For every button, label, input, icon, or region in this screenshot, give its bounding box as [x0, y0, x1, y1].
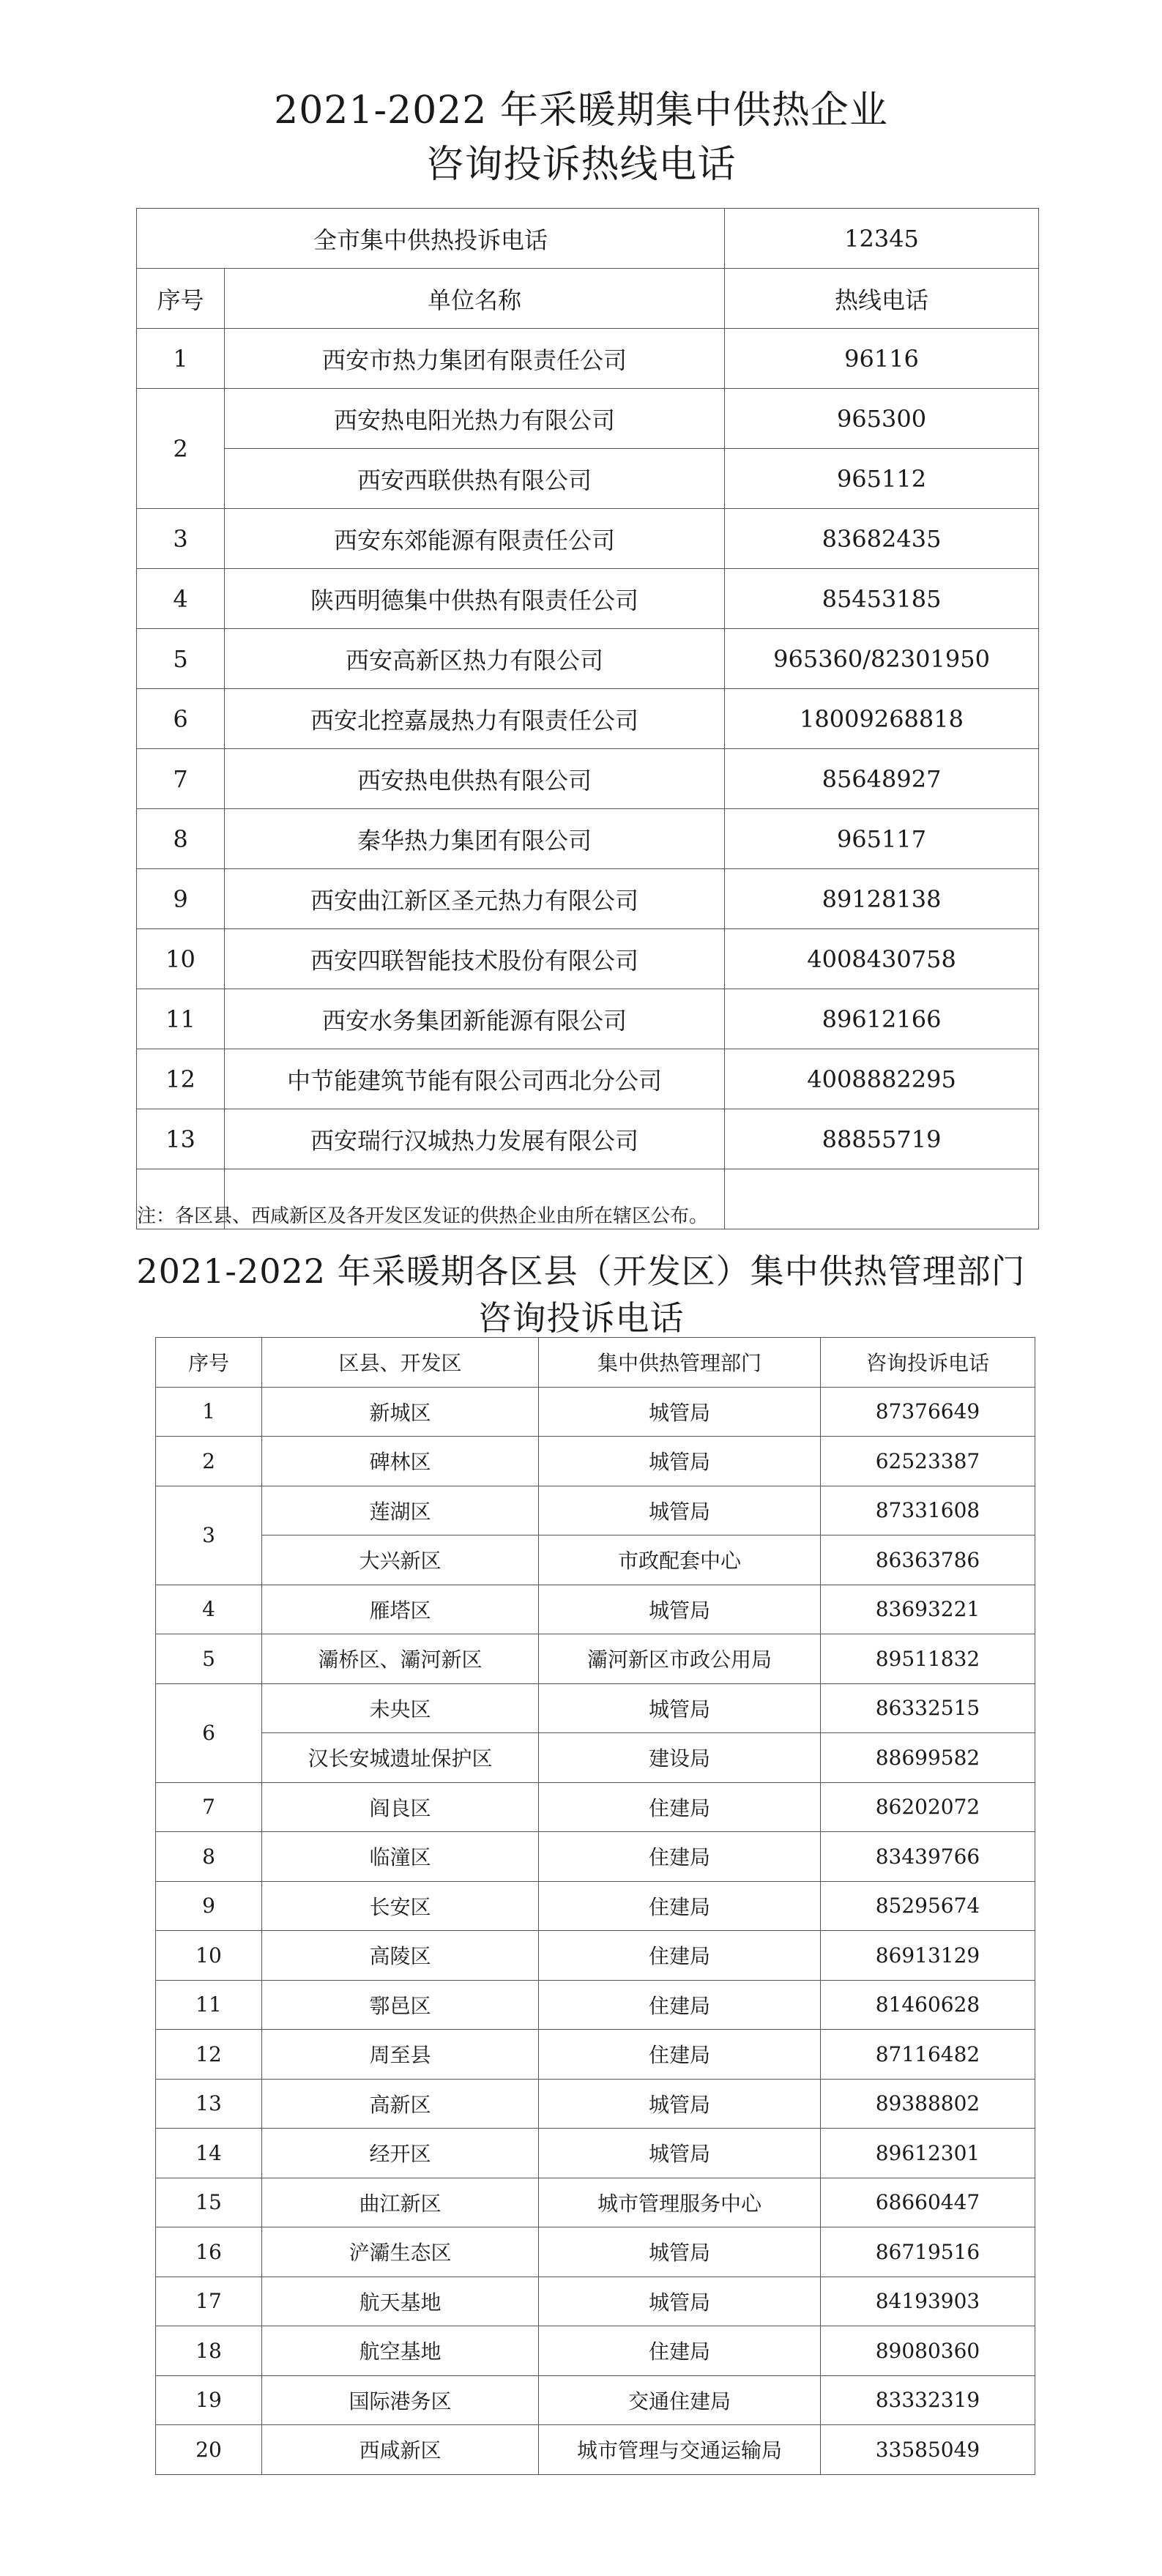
row-phone: 87376649 — [821, 1387, 1035, 1437]
row-dept: 城管局 — [539, 2079, 821, 2129]
row-index: 16 — [156, 2227, 262, 2277]
row-index: 6 — [137, 689, 225, 749]
row-district: 阎良区 — [262, 1782, 539, 1832]
row-dept: 城管局 — [539, 2277, 821, 2326]
row-district: 高新区 — [262, 2079, 539, 2129]
row-dept: 城市管理服务中心 — [539, 2178, 821, 2227]
table-row — [156, 2326, 1035, 2376]
row-phone: 965360/82301950 — [725, 629, 1039, 689]
row-district: 汉长安城遗址保护区 — [262, 1733, 539, 1783]
table-row — [137, 629, 1039, 689]
row-district: 曲江新区 — [262, 2178, 539, 2227]
district-dept-title-line1: 2021-2022 年采暖期各区县（开发区）集中供热管理部门 — [136, 1251, 1026, 1291]
row-index: 12 — [156, 2030, 262, 2080]
row-index: 9 — [137, 869, 225, 929]
table-row — [156, 1585, 1035, 1634]
row-index: 7 — [137, 749, 225, 809]
row-dept: 城管局 — [539, 1585, 821, 1634]
row-phone: 89612166 — [725, 989, 1039, 1049]
row-name: 西安四联智能技术股份有限公司 — [225, 929, 725, 989]
row-district: 经开区 — [262, 2129, 539, 2178]
row-district: 雁塔区 — [262, 1585, 539, 1634]
row-phone: 18009268818 — [725, 689, 1039, 749]
citywide-phone: 12345 — [725, 209, 1039, 269]
row-name: 陕西明德集中供热有限责任公司 — [225, 569, 725, 629]
row-name: 西安热电阳光热力有限公司 — [225, 389, 725, 449]
row-phone: 62523387 — [821, 1437, 1035, 1486]
table-row — [137, 989, 1039, 1049]
table-row — [156, 1733, 1035, 1783]
row-dept: 住建局 — [539, 1782, 821, 1832]
row-phone: 83332319 — [821, 2375, 1035, 2425]
row-district: 周至县 — [262, 2030, 539, 2080]
row-index: 5 — [137, 629, 225, 689]
table-row — [137, 569, 1039, 629]
table-row — [137, 689, 1039, 749]
row-dept: 城管局 — [539, 1437, 821, 1486]
table-row — [156, 2129, 1035, 2178]
heating-enterprise-hotline-table — [136, 208, 1039, 1229]
row-phone: 89128138 — [725, 869, 1039, 929]
row-name: 西安西联供热有限公司 — [225, 449, 725, 509]
row-index: 2 — [137, 389, 225, 509]
citywide-label: 全市集中供热投诉电话 — [137, 209, 725, 269]
row-name: 西安曲江新区圣元热力有限公司 — [225, 869, 725, 929]
row-phone: 85648927 — [725, 749, 1039, 809]
row-phone: 83682435 — [725, 509, 1039, 569]
row-dept: 灞河新区市政公用局 — [539, 1634, 821, 1684]
row-phone: 83693221 — [821, 1585, 1035, 1634]
row-district: 鄠邑区 — [262, 1980, 539, 2030]
row-name: 西安热电供热有限公司 — [225, 749, 725, 809]
row-phone: 96116 — [725, 329, 1039, 389]
row-dept: 住建局 — [539, 1881, 821, 1931]
row-dept: 住建局 — [539, 1980, 821, 2030]
table-row — [156, 1832, 1035, 1882]
header-district: 区县、开发区 — [262, 1338, 539, 1388]
row-district: 莲湖区 — [262, 1486, 539, 1535]
row-phone: 87331608 — [821, 1486, 1035, 1535]
row-index: 11 — [137, 989, 225, 1049]
header-name: 单位名称 — [225, 269, 725, 329]
row-phone: 87116482 — [821, 2030, 1035, 2080]
row-dept: 城市管理与交通运输局 — [539, 2425, 821, 2475]
row-district: 航天基地 — [262, 2277, 539, 2326]
row-phone: 83439766 — [821, 1832, 1035, 1882]
row-phone: 86363786 — [821, 1535, 1035, 1585]
table-row — [156, 1486, 1035, 1535]
table-row — [156, 1634, 1035, 1684]
row-phone: 86719516 — [821, 2227, 1035, 2277]
row-phone: 86332515 — [821, 1683, 1035, 1733]
row-index: 8 — [156, 1832, 262, 1882]
row-index: 7 — [156, 1782, 262, 1832]
row-index: 20 — [156, 2425, 262, 2475]
row-dept: 市政配套中心 — [539, 1535, 821, 1585]
table-row — [156, 1881, 1035, 1931]
row-name: 中节能建筑节能有限公司西北分公司 — [225, 1049, 725, 1109]
row-dept: 城管局 — [539, 2129, 821, 2178]
row-index: 13 — [137, 1109, 225, 1169]
district-dept-title-line2: 咨询投诉电话 — [477, 1298, 685, 1338]
row-phone: 68660447 — [821, 2178, 1035, 2227]
row-index: 14 — [156, 2129, 262, 2178]
row-index: 11 — [156, 1980, 262, 2030]
table-row — [156, 2277, 1035, 2326]
table-row — [156, 1980, 1035, 2030]
row-district: 临潼区 — [262, 1832, 539, 1882]
row-index: 10 — [156, 1931, 262, 1981]
row-district: 未央区 — [262, 1683, 539, 1733]
row-index: 1 — [137, 329, 225, 389]
heating-enterprise-title-line2: 咨询投诉热线电话 — [425, 143, 737, 187]
row-phone: 89511832 — [821, 1634, 1035, 1684]
row-phone — [725, 1169, 1039, 1229]
row-phone: 85453185 — [725, 569, 1039, 629]
row-phone: 84193903 — [821, 2277, 1035, 2326]
row-phone: 89080360 — [821, 2326, 1035, 2376]
row-index: 12 — [137, 1049, 225, 1109]
row-index: 6 — [156, 1683, 262, 1782]
row-district: 长安区 — [262, 1881, 539, 1931]
row-index: 17 — [156, 2277, 262, 2326]
row-phone: 86913129 — [821, 1931, 1035, 1981]
row-district: 新城区 — [262, 1387, 539, 1437]
row-index: 8 — [137, 809, 225, 869]
row-index: 18 — [156, 2326, 262, 2376]
header-phone: 咨询投诉电话 — [821, 1338, 1035, 1388]
row-name: 西安东郊能源有限责任公司 — [225, 509, 725, 569]
row-phone: 86202072 — [821, 1782, 1035, 1832]
row-name: 西安市热力集团有限责任公司 — [225, 329, 725, 389]
table-row — [156, 2079, 1035, 2129]
row-index: 1 — [156, 1387, 262, 1437]
table-row — [137, 389, 1039, 449]
table-row — [156, 1782, 1035, 1832]
row-dept: 住建局 — [539, 1832, 821, 1882]
row-phone: 965112 — [725, 449, 1039, 509]
row-dept: 城管局 — [539, 2227, 821, 2277]
table-row — [156, 1387, 1035, 1437]
row-index: 9 — [156, 1881, 262, 1931]
row-district: 灞桥区、灞河新区 — [262, 1634, 539, 1684]
row-index: 5 — [156, 1634, 262, 1684]
table-row — [137, 329, 1039, 389]
footnote: 注：各区县、西咸新区及各开发区发证的供热企业由所在辖区公布。 — [137, 1205, 709, 1227]
row-phone: 965300 — [725, 389, 1039, 449]
row-district: 西咸新区 — [262, 2425, 539, 2475]
row-index: 2 — [156, 1437, 262, 1486]
row-dept: 住建局 — [539, 2030, 821, 2080]
table-row — [137, 1049, 1039, 1109]
row-district: 高陵区 — [262, 1931, 539, 1981]
row-phone: 88699582 — [821, 1733, 1035, 1783]
table-row — [156, 2030, 1035, 2080]
district-dept-phone-table — [155, 1337, 1035, 2475]
row-index: 3 — [137, 509, 225, 569]
row-phone: 89612301 — [821, 2129, 1035, 2178]
row-dept: 住建局 — [539, 1931, 821, 1981]
row-index: 10 — [137, 929, 225, 989]
citywide-row — [137, 209, 1039, 269]
row-name: 秦华热力集团有限公司 — [225, 809, 725, 869]
row-dept: 城管局 — [539, 1683, 821, 1733]
row-phone: 965117 — [725, 809, 1039, 869]
row-phone: 89388802 — [821, 2079, 1035, 2129]
table-row — [137, 509, 1039, 569]
row-dept: 住建局 — [539, 2326, 821, 2376]
row-phone: 81460628 — [821, 1980, 1035, 2030]
heating-enterprise-title-line1: 2021-2022 年采暖期集中供热企业 — [274, 89, 888, 133]
header-index: 序号 — [137, 269, 225, 329]
row-index: 19 — [156, 2375, 262, 2425]
row-name: 西安北控嘉晟热力有限责任公司 — [225, 689, 725, 749]
row-name: 西安高新区热力有限公司 — [225, 629, 725, 689]
row-district: 碑林区 — [262, 1437, 539, 1486]
table-row — [137, 1109, 1039, 1169]
row-name: 西安水务集团新能源有限公司 — [225, 989, 725, 1049]
row-index: 4 — [156, 1585, 262, 1634]
row-phone: 4008430758 — [725, 929, 1039, 989]
row-phone: 4008882295 — [725, 1049, 1039, 1109]
row-index: 4 — [137, 569, 225, 629]
row-phone: 33585049 — [821, 2425, 1035, 2475]
table-row — [156, 2425, 1035, 2475]
row-index: 13 — [156, 2079, 262, 2129]
header-dept: 集中供热管理部门 — [539, 1338, 821, 1388]
row-district: 航空基地 — [262, 2326, 539, 2376]
row-dept: 交通住建局 — [539, 2375, 821, 2425]
table-row — [137, 749, 1039, 809]
table-row — [137, 929, 1039, 989]
table-header-row — [156, 1338, 1035, 1388]
header-phone: 热线电话 — [725, 269, 1039, 329]
row-dept: 城管局 — [539, 1486, 821, 1535]
table-row — [156, 1535, 1035, 1585]
header-index: 序号 — [156, 1338, 262, 1388]
row-name: 西安瑞行汉城热力发展有限公司 — [225, 1109, 725, 1169]
row-district: 浐灞生态区 — [262, 2227, 539, 2277]
row-district: 大兴新区 — [262, 1535, 539, 1585]
row-dept: 建设局 — [539, 1733, 821, 1783]
table-header-row — [137, 269, 1039, 329]
row-dept: 城管局 — [539, 1387, 821, 1437]
row-index: 15 — [156, 2178, 262, 2227]
row-district: 国际港务区 — [262, 2375, 539, 2425]
table-row — [137, 809, 1039, 869]
table-row — [156, 1931, 1035, 1981]
table-row — [156, 2178, 1035, 2227]
row-phone: 85295674 — [821, 1881, 1035, 1931]
row-phone: 88855719 — [725, 1109, 1039, 1169]
row-index: 3 — [156, 1486, 262, 1585]
table-row — [137, 869, 1039, 929]
table-row — [156, 2375, 1035, 2425]
table-row — [156, 2227, 1035, 2277]
table-row — [156, 1437, 1035, 1486]
table-row — [137, 449, 1039, 509]
table-row — [156, 1683, 1035, 1733]
